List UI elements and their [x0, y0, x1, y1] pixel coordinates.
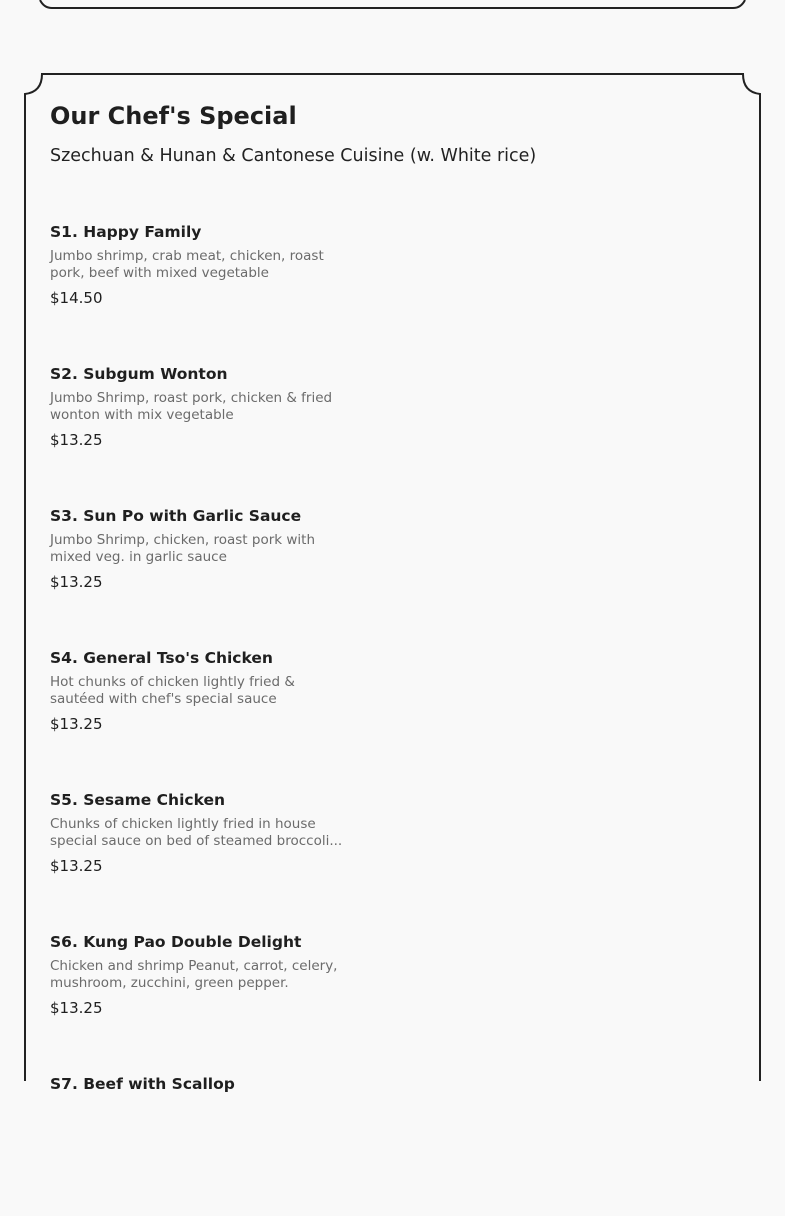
menu-item-description: Jumbo Shrimp, chicken, roast pork with mixed veg. in garlic sauce: [50, 532, 316, 565]
menu-item-name: S6. Kung Pao Double Delight: [50, 933, 302, 951]
menu-item[interactable]: [50, 1074, 370, 1216]
menu-item[interactable]: [50, 364, 370, 506]
menu-item-price: $13.25: [50, 573, 103, 591]
menu-item-price: $13.25: [50, 431, 103, 449]
menu-item[interactable]: [50, 222, 370, 364]
menu-item-name: S2. Subgum Wonton: [50, 365, 228, 383]
menu-item-price: $14.50: [50, 289, 103, 307]
menu-item-price: $13.25: [50, 999, 103, 1017]
menu-item-description: Jumbo shrimp, crab meat, chicken, roast pork, beef with mixed vegetable: [50, 248, 324, 281]
menu-item-name: S4. General Tso's Chicken: [50, 649, 273, 667]
menu-item-description: [50, 1100, 350, 1134]
menu-item-description: Jumbo Shrimp, roast pork, chicken & fried wonton with mix vegetable: [50, 390, 333, 423]
section-subtitle: Szechuan & Hunan & Cantonese Cuisine (w. White rice): [50, 146, 537, 166]
chefs-special-section: [50, 100, 740, 1093]
menu-item-description: Hot chunks of chicken lightly fried & sautéed with chef's special sauce: [50, 674, 295, 707]
menu-item-name: S1. Happy Family: [50, 223, 202, 241]
menu-item-price: $13.25: [50, 715, 103, 733]
menu-item-name: S7. Beef with Scallop: [50, 1075, 235, 1093]
menu-item[interactable]: [50, 506, 370, 648]
menu-item[interactable]: [50, 790, 370, 932]
section-title: Our Chef's Special: [50, 102, 297, 130]
menu-item-list: [50, 222, 370, 1216]
menu-item[interactable]: [50, 932, 370, 1074]
menu-item-price: $13.25: [50, 857, 103, 875]
menu-item[interactable]: [50, 648, 370, 790]
menu-item-name: S5. Sesame Chicken: [50, 791, 226, 809]
menu-item-description: Chicken and shrimp Peanut, carrot, celery, mushroom, zucchini, green pepper.: [50, 958, 338, 991]
menu-item-name: S3. Sun Po with Garlic Sauce: [50, 507, 302, 525]
menu-item-description: Chunks of chicken lightly fried in house special sauce on bed of steamed broccoli...: [50, 816, 343, 849]
